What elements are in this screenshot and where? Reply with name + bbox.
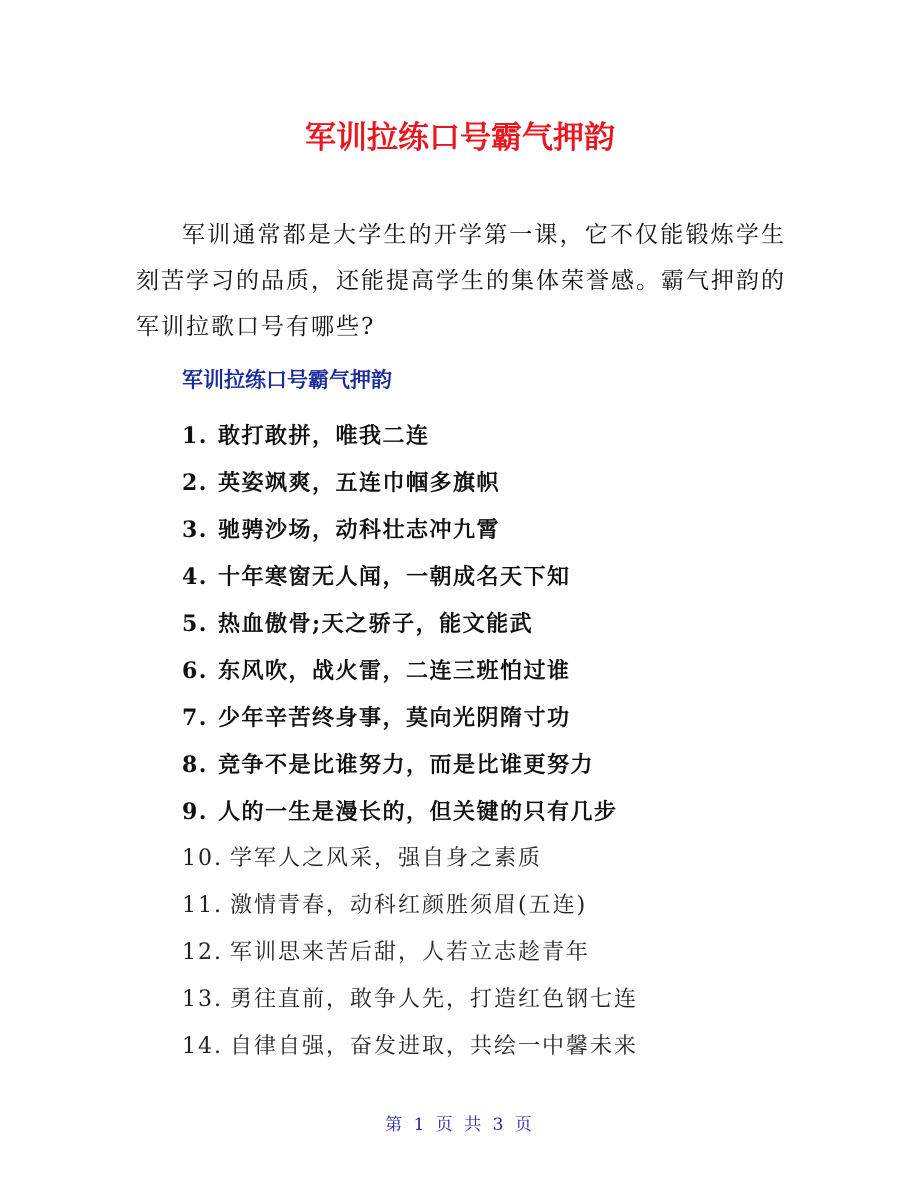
slogan-text: 自律自强，奋发进取，共绘一中馨未来: [230, 1034, 639, 1059]
slogan-text: 十年寒窗无人闻，一朝成名天下知: [218, 564, 571, 590]
document-title: 军训拉练口号霸气押韵: [305, 120, 615, 156]
slogan-number: 8.: [182, 752, 208, 778]
slogan-text: 学军人之风采，强自身之素质: [230, 846, 543, 871]
slogan-item-9: [182, 790, 802, 837]
slogan-number: 9.: [182, 799, 208, 825]
slogan-item-8: [182, 743, 802, 790]
slogan-item-13: [182, 978, 802, 1025]
slogan-number: 13.: [182, 987, 223, 1012]
slogan-item-2: [182, 461, 802, 508]
slogan-item-12: [182, 931, 802, 978]
slogan-number: 1.: [182, 423, 208, 449]
slogan-text: 人的一生是漫长的，但关键的只有几步: [218, 799, 618, 825]
slogan-item-10: [182, 837, 802, 884]
slogan-text: 勇往直前，敢争人先，打造红色钢七连: [230, 987, 639, 1012]
slogan-item-14: [182, 1025, 802, 1072]
slogan-text: 英姿飒爽，五连巾帼多旗帜: [218, 470, 501, 496]
slogan-text: 军训思来苦后甜，人若立志趁青年: [230, 940, 591, 965]
slogan-number: 3.: [182, 517, 208, 543]
page-footer: 第 1 页 共 3 页: [385, 1115, 535, 1135]
slogan-item-5: [182, 602, 802, 649]
slogan-text: 东风吹，战火雷，二连三班怕过谁: [218, 658, 571, 684]
slogan-text: 竞争不是比谁努力，而是比谁更努力: [218, 752, 595, 778]
slogan-text: 驰骋沙场，动科壮志冲九霄: [218, 517, 501, 543]
slogan-number: 2.: [182, 470, 208, 496]
slogan-text: 敢打敢拼，唯我二连: [218, 423, 430, 449]
slogan-item-1: [182, 414, 802, 461]
slogan-list: [182, 414, 802, 1072]
slogan-text: 热血傲骨;天之骄子，能文能武: [218, 611, 534, 637]
slogan-number: 7.: [182, 705, 208, 731]
slogan-number: 6.: [182, 658, 208, 684]
intro-paragraph: 军训通常都是大学生的开学第一课，它不仅能锻炼学生刻苦学习的品质，还能提高学生的集体荣誉感。霸气押韵的军训拉歌口号有哪些?: [136, 222, 786, 340]
slogan-number: 11.: [182, 893, 223, 918]
slogan-item-11: [182, 884, 802, 931]
slogan-text: 激情青春，动科红颜胜须眉(五连): [230, 893, 588, 918]
slogan-number: 12.: [182, 940, 223, 965]
slogan-item-4: [182, 555, 802, 602]
slogan-item-7: [182, 696, 802, 743]
slogan-item-6: [182, 649, 802, 696]
slogan-number: 5.: [182, 611, 208, 637]
slogan-number: 10.: [182, 846, 223, 871]
slogan-number: 4.: [182, 564, 208, 590]
section-heading: 军训拉练口号霸气押韵: [182, 368, 392, 392]
slogan-number: 14.: [182, 1034, 223, 1059]
slogan-text: 少年辛苦终身事，莫向光阴隋寸功: [218, 705, 571, 731]
slogan-item-3: [182, 508, 802, 555]
